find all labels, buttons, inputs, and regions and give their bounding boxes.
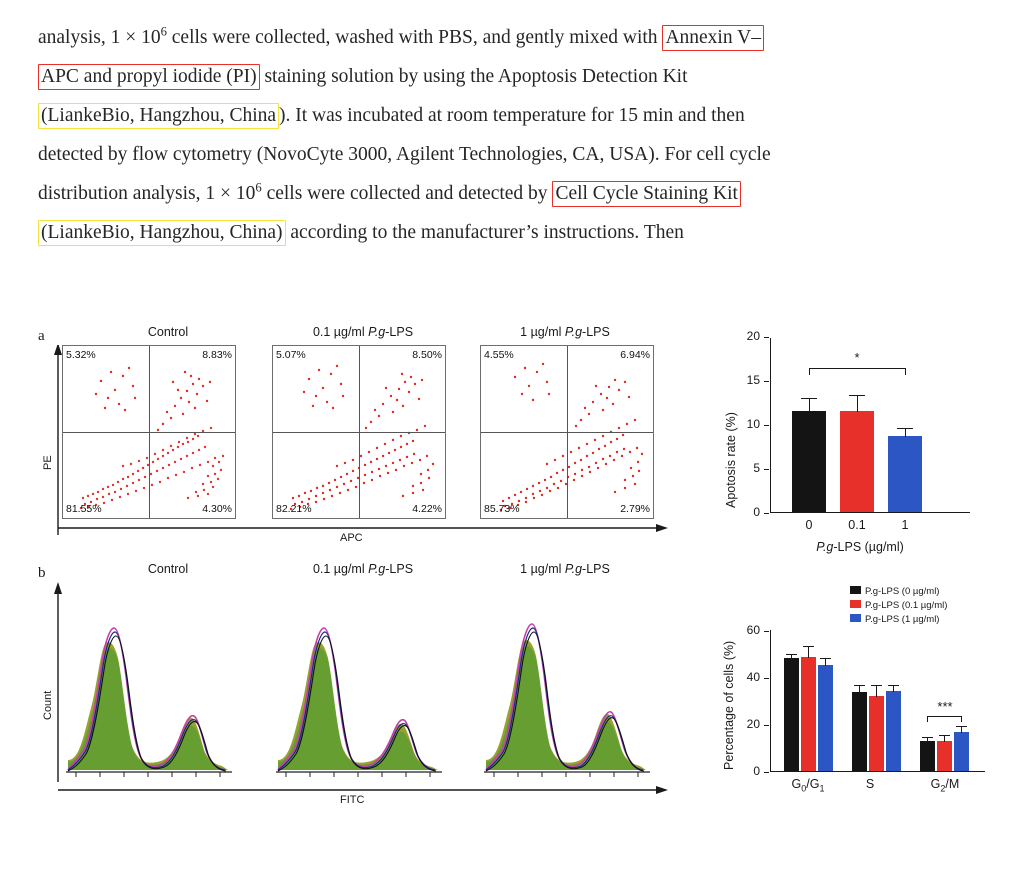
cellcycle-errcap-s-2 (888, 685, 899, 686)
apoptosis-err-2 (905, 428, 906, 437)
cellcycle-errcap-g0g1-0 (786, 654, 797, 655)
apoptosis-ytick-label-0: 0 (753, 505, 760, 519)
apoptosis-ytick-20 (764, 337, 769, 338)
apoptosis-ytick-label-20: 20 (746, 329, 760, 343)
apoptosis-err-1 (857, 395, 858, 412)
apoptosis-x-axis-label: P.g-LPS (µg/ml) (816, 540, 904, 554)
panel-b-hist-lps1-curve (480, 584, 652, 780)
cellcycle-err-s-0 (859, 685, 860, 693)
line1-text-b: cells were collected, washed with PBS, and gently mixed with (166, 27, 663, 48)
apoptosis-x-axis (770, 512, 970, 513)
quad-ul-3: 4.55% (484, 349, 514, 361)
line5-text-b: cells were collected and detected by (261, 183, 553, 204)
cellcycle-err-s-2 (893, 685, 894, 692)
highlight-cellcycle-kit: Cell Cycle Staining Kit (552, 181, 741, 207)
cellcycle-bar-g2m-1 (937, 741, 952, 771)
apoptosis-cat-1: 0.1 (848, 518, 866, 532)
apoptosis-sig-tick-left (809, 368, 810, 375)
cellcycle-y-axis-label: Percentage of cells (%) (722, 640, 736, 770)
quadrant-hline-2 (273, 432, 445, 433)
panel-a-title-3: 1 µg/ml P.g-LPS (520, 325, 610, 339)
paragraph-line-6 (38, 213, 973, 252)
apoptosis-errcap-1 (849, 395, 865, 396)
cellcycle-err-g0g1-1 (808, 646, 809, 658)
apoptosis-ytick-0 (764, 513, 769, 514)
paragraph-line-1 (38, 18, 973, 57)
panel-b-title-3: 1 µg/ml P.g-LPS (520, 562, 610, 576)
panel-b-x-axis-label: FITC (340, 794, 365, 806)
cellcycle-sig-line (927, 716, 962, 717)
highlight-annexin-part2: APC and propyl iodide (PI) (38, 64, 260, 90)
quad-ul-2: 5.07% (276, 349, 306, 361)
apoptosis-bar-1 (840, 411, 874, 512)
cellcycle-cat-2: $G_2/M$ (930, 777, 960, 794)
quad-ur-2: 8.50% (412, 349, 442, 361)
cellcycle-bar-g0g1-1 (801, 657, 816, 771)
panel-a-scatter-control (62, 345, 236, 519)
cellcycle-ytick-label-60: 60 (746, 623, 760, 637)
quad-ll-3: 85.73% (484, 503, 520, 515)
cellcycle-ytick-0 (764, 772, 769, 773)
cellcycle-bar-s-1 (869, 696, 884, 771)
highlight-liankebio-1: (LiankeBio, Hangzhou, China (38, 103, 279, 129)
cell-cycle-bar-chart (700, 580, 1020, 830)
body-paragraph (38, 18, 973, 252)
panel-a-letter: a (38, 328, 45, 344)
legend-entry-2 (850, 614, 939, 625)
apoptosis-sig-star: * (854, 350, 860, 365)
line6-text: according to the manufacturer’s instructions. Then (285, 222, 684, 243)
cellcycle-ytick-label-40: 40 (746, 670, 760, 684)
cellcycle-cat-1: S (865, 777, 875, 791)
line5-text-a: distribution analysis, 1 × 10 (38, 183, 256, 204)
panel-b-x-arrow (58, 784, 678, 798)
cellcycle-ytick-20 (764, 725, 769, 726)
cellcycle-sig-tick-right (961, 716, 962, 722)
quad-ll-2: 82.21% (276, 503, 312, 515)
cellcycle-ytick-label-20: 20 (746, 717, 760, 731)
apoptosis-bar-2 (888, 436, 922, 512)
cellcycle-err-g2m-1 (944, 735, 945, 742)
cellcycle-bar-s-2 (886, 691, 901, 771)
cellcycle-bar-g0g1-2 (818, 665, 833, 771)
panel-a-title-2: 0.1 µg/ml P.g-LPS (312, 325, 414, 339)
apoptosis-y-axis (770, 338, 771, 513)
panel-b-hist-lps01-curve (272, 584, 444, 780)
legend-swatch-1 (850, 600, 861, 608)
apoptosis-ytick-10 (764, 425, 769, 426)
cellcycle-bar-g2m-2 (954, 732, 969, 771)
line1-text-a: analysis, 1 × 10 (38, 27, 161, 48)
paragraph-line-5 (38, 174, 973, 213)
cellcycle-errcap-s-1 (871, 685, 882, 686)
legend-swatch-0 (850, 586, 861, 594)
quadrant-hline-3 (481, 432, 653, 433)
panel-b-letter: b (38, 565, 46, 581)
cellcycle-err-g0g1-2 (825, 658, 826, 666)
line3-text: ). It was incubated at room temperature for 15 min and then (279, 105, 745, 126)
panel-b-hist-control-curve (62, 584, 234, 780)
legend-entry-1 (850, 600, 947, 611)
cellcycle-sig-tick-left (927, 716, 928, 722)
cellcycle-errcap-g0g1-2 (820, 658, 831, 659)
line2-text: staining solution by using the Apoptosis Detection Kit (259, 66, 688, 87)
cellcycle-x-axis (770, 771, 985, 772)
cellcycle-errcap-g0g1-1 (803, 646, 814, 647)
cellcycle-cat-0: $G_0/G_1$ (791, 777, 825, 794)
cellcycle-err-g2m-2 (961, 726, 962, 733)
cellcycle-sig-star: *** (937, 699, 953, 714)
quad-ur-1: 8.83% (202, 349, 232, 361)
panel-b-title-1: Control (147, 562, 189, 576)
cellcycle-ytick-40 (764, 678, 769, 679)
cellcycle-errcap-g2m-1 (939, 735, 950, 736)
paragraph-line-4: detected by flow cytometry (NovoCyte 3000, Agilent Technologies, CA, USA). For cell cycle (38, 144, 771, 165)
apoptosis-ytick-label-15: 15 (746, 373, 760, 387)
cellcycle-errcap-g2m-0 (922, 737, 933, 738)
cellcycle-bar-g0g1-0 (784, 658, 799, 771)
apoptosis-cat-0: 0 (805, 518, 813, 532)
apoptosis-sig-tick-right (905, 368, 906, 375)
apoptosis-err-0 (809, 398, 810, 412)
legend-label-1: P.g-LPS (0.1 µg/ml) (865, 600, 948, 611)
apoptosis-y-axis-label: Apotosis rate (%) (724, 412, 738, 508)
apoptosis-ytick-5 (764, 469, 769, 470)
quad-lr-1: 4.30% (202, 503, 232, 515)
cellcycle-ytick-60 (764, 631, 769, 632)
legend-entry-0 (850, 586, 939, 597)
apoptosis-ytick-label-5: 5 (753, 461, 760, 475)
highlight-annexin-part1: Annexin V– (662, 25, 764, 51)
paragraph-line-2 (38, 57, 973, 96)
line5-superscript: 6 (255, 180, 262, 195)
highlight-liankebio-2: (LiankeBio, Hangzhou, China) (38, 220, 286, 246)
apoptosis-errcap-0 (801, 398, 817, 399)
quadrant-hline-1 (63, 432, 235, 433)
cellcycle-errcap-g2m-2 (956, 726, 967, 727)
apoptosis-sig-line (809, 368, 906, 369)
panel-b-hist-control (62, 584, 234, 780)
panel-a-y-axis-label: PE (42, 455, 54, 470)
legend-label-0: P.g-LPS (0 µg/ml) (865, 586, 940, 597)
quad-ur-3: 6.94% (620, 349, 650, 361)
figure-flow-cytometry (0, 300, 1035, 875)
cellcycle-errcap-s-0 (854, 685, 865, 686)
paragraph-line-3 (38, 96, 973, 135)
panel-a-title-1: Control (147, 325, 189, 339)
cellcycle-y-axis (770, 630, 771, 772)
apoptosis-bar-0 (792, 411, 826, 512)
panel-b-title-2: 0.1 µg/ml P.g-LPS (312, 562, 414, 576)
legend-swatch-2 (850, 614, 861, 622)
panel-a-scatter-lps01 (272, 345, 446, 519)
cellcycle-bar-s-0 (852, 692, 867, 771)
quad-ul-1: 5.32% (66, 349, 96, 361)
cellcycle-err-s-1 (876, 685, 877, 697)
apoptosis-ytick-15 (764, 381, 769, 382)
panel-b-hist-lps1 (480, 584, 652, 780)
legend-label-2: P.g-LPS (1 µg/ml) (865, 614, 940, 625)
panel-a-scatter-lps1 (480, 345, 654, 519)
line1-superscript: 6 (160, 24, 167, 39)
panel-b-y-axis-label: Count (42, 690, 54, 720)
quad-ll-1: 81.55% (66, 503, 102, 515)
panel-a-x-axis-label: APC (340, 532, 363, 544)
apoptosis-rate-bar-chart (700, 330, 1020, 570)
cellcycle-ytick-label-0: 0 (753, 764, 760, 778)
apoptosis-errcap-2 (897, 428, 913, 429)
panel-a-x-arrow (58, 522, 678, 536)
quad-lr-3: 2.79% (620, 503, 650, 515)
apoptosis-ytick-label-10: 10 (746, 417, 760, 431)
panel-b-hist-lps01 (272, 584, 444, 780)
apoptosis-cat-2: 1 (901, 518, 909, 532)
quad-lr-2: 4.22% (412, 503, 442, 515)
cellcycle-bar-g2m-0 (920, 741, 935, 771)
